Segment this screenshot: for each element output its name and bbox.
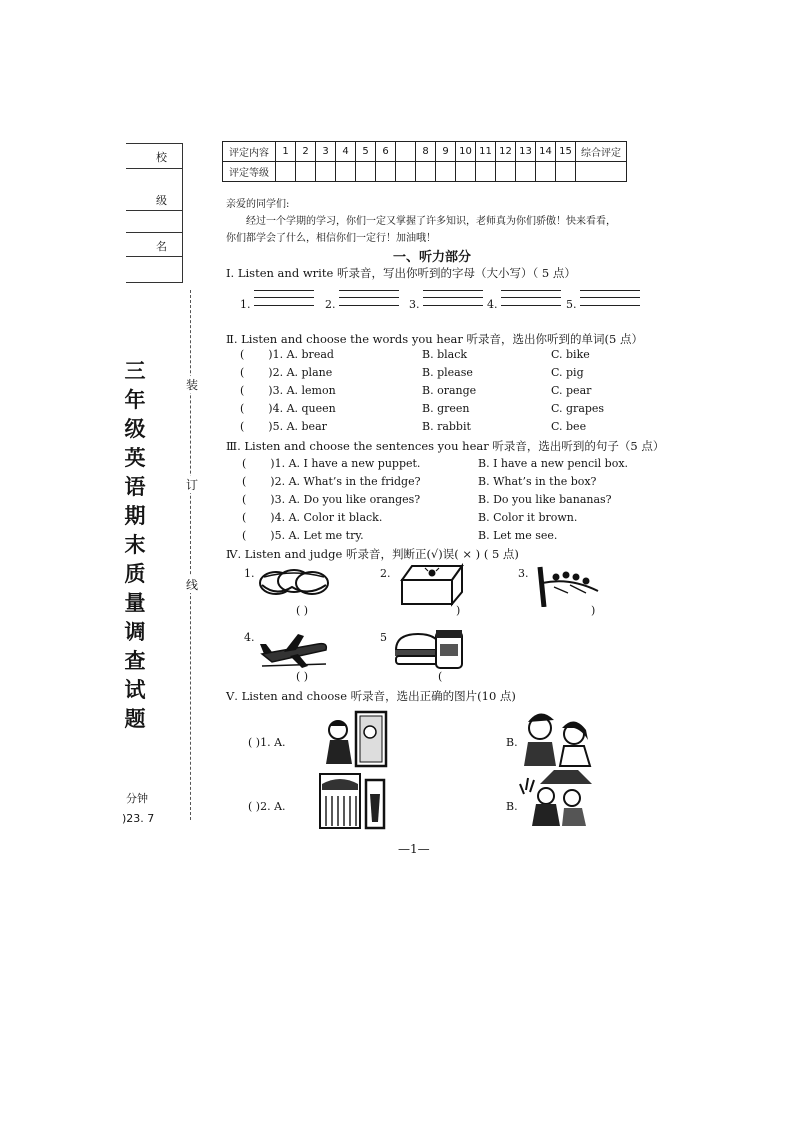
section-4-title: Ⅳ. Listen and judge 听录音，判断正(√)误( × ) ( 5 点): [226, 547, 519, 561]
option-b: B. Do you like bananas?: [478, 493, 612, 506]
option-c: C. grapes: [551, 402, 605, 415]
two-people-with-mirror-picture: [318, 708, 392, 770]
grade-cell[interactable]: [356, 162, 376, 182]
margin-border: [182, 143, 183, 283]
option-c: C. pig: [551, 366, 584, 379]
part-title: 一、听力部分: [393, 250, 472, 265]
date-text: )23. 7: [122, 812, 155, 825]
letter-writing-lines[interactable]: [339, 290, 399, 306]
grade-cell[interactable]: [396, 162, 416, 182]
answer-paren[interactable]: (: [242, 493, 247, 506]
judge-paren[interactable]: ): [456, 604, 461, 617]
hamburger-and-jar-picture: [392, 626, 466, 670]
option-b: B. Color it brown.: [478, 511, 578, 524]
binding-char: 装: [186, 378, 199, 392]
list-item: ( )3. A. lemon: [240, 384, 336, 397]
option-b: B. What’s in the box?: [478, 475, 597, 488]
letter-writing-lines[interactable]: [501, 290, 561, 306]
list-item: ( )5. A. bear: [240, 420, 327, 433]
option-c: C. bee: [551, 420, 587, 433]
grade-cell[interactable]: [436, 162, 456, 182]
grade-cell[interactable]: [336, 162, 356, 182]
grade-cell[interactable]: [276, 162, 296, 182]
class-label: 级: [156, 194, 167, 207]
item-number: 2.: [380, 567, 391, 580]
option-b: B. please: [422, 366, 473, 379]
binding-char: 线: [186, 578, 199, 592]
section-2-title: Ⅱ. Listen and choose the words you hear 听录音，选出你听到的单词(5 点）: [226, 332, 644, 346]
school-label: 校: [156, 151, 167, 164]
binding-char: 订: [186, 478, 199, 492]
intro-line-1: 经过一个学期的学习，你们一定又掌握了许多知识，老师真为你们骄傲！快来看看，: [246, 216, 616, 227]
table-row: 评定内容 1 2 3 4 5 6 8 9 10 11 12 13 14 15 综合评定: [223, 142, 627, 162]
evaluation-table: [222, 141, 627, 182]
bread-loaves-picture: [258, 563, 330, 601]
airplane-picture: [258, 630, 330, 670]
grade-cell[interactable]: [316, 162, 336, 182]
margin-line: [126, 210, 182, 211]
item-number: 3.: [518, 567, 529, 580]
question-1-option-b[interactable]: B.: [506, 736, 518, 749]
grade-cell[interactable]: [376, 162, 396, 182]
birds-on-branch-picture: [534, 563, 600, 607]
grade-cell[interactable]: [416, 162, 436, 182]
judge-paren[interactable]: ( ): [296, 670, 309, 683]
answer-paren[interactable]: (: [240, 420, 245, 433]
option-c: C. pear: [551, 384, 592, 397]
section-3-title: Ⅲ. Listen and choose the sentences you hear 听录音，选出听到的句子（5 点）: [226, 439, 665, 453]
answer-paren[interactable]: (: [242, 475, 247, 488]
grade-cell[interactable]: [496, 162, 516, 182]
two-children-picture: [518, 706, 598, 768]
judge-paren[interactable]: ( ): [296, 604, 309, 617]
judge-paren[interactable]: ): [591, 604, 596, 617]
list-item: ( )4. A. Color it black.: [242, 511, 383, 524]
item-number: 4.: [487, 298, 498, 311]
option-b: B. rabbit: [422, 420, 471, 433]
letter-writing-lines[interactable]: [580, 290, 640, 306]
option-c: C. bike: [551, 348, 590, 361]
question-1-label[interactable]: ( )1. A.: [248, 736, 286, 749]
grade-cell[interactable]: [476, 162, 496, 182]
grade-cell[interactable]: [516, 162, 536, 182]
time-text: 分钟: [126, 792, 148, 805]
question-2-option-b[interactable]: B.: [506, 800, 518, 813]
list-item: ( )2. A. What’s in the fridge?: [242, 475, 421, 488]
vertical-exam-title: 三 年 级 英 语 期 末 质 量 调 查 试 题: [124, 358, 146, 731]
people-with-plants-picture: [518, 768, 596, 830]
margin-line: [126, 282, 182, 283]
option-b: B. orange: [422, 384, 477, 397]
section-5-title: Ⅴ. Listen and choose 听录音，选出正确的图片(10 点): [226, 689, 516, 703]
answer-paren[interactable]: (: [242, 457, 247, 470]
item-number: 1.: [244, 567, 255, 580]
grade-cell[interactable]: [576, 162, 627, 182]
binding-line: [190, 290, 191, 820]
name-label: 名: [156, 240, 167, 253]
grade-cell[interactable]: [556, 162, 576, 182]
box-with-bee-picture: [398, 562, 464, 608]
table-header-cell: 评定内容: [223, 142, 276, 162]
list-item: ( )1. A. bread: [240, 348, 334, 361]
table-header-cell: 评定等级: [223, 162, 276, 182]
list-item: ( )4. A. queen: [240, 402, 336, 415]
rainy-scene-picture: [318, 772, 388, 830]
answer-paren[interactable]: (: [242, 529, 247, 542]
margin-line: [126, 168, 182, 169]
list-item: ( )2. A. plane: [240, 366, 333, 379]
margin-line: [126, 256, 182, 257]
margin-line: [126, 143, 182, 144]
table-row: [223, 162, 627, 182]
letter-writing-lines[interactable]: [423, 290, 483, 306]
answer-paren[interactable]: (: [240, 402, 245, 415]
margin-line: [126, 232, 182, 233]
option-b: B. Let me see.: [478, 529, 558, 542]
question-2-label[interactable]: ( )2. A.: [248, 800, 286, 813]
item-number: 1.: [240, 298, 251, 311]
answer-paren[interactable]: (: [242, 511, 247, 524]
grade-cell[interactable]: [536, 162, 556, 182]
list-item: ( )5. A. Let me try.: [242, 529, 364, 542]
page-number: —1—: [398, 842, 430, 856]
answer-paren[interactable]: (: [240, 366, 245, 379]
grade-cell[interactable]: [456, 162, 476, 182]
option-b: B. I have a new pencil box.: [478, 457, 629, 470]
section-1-title: Ⅰ. Listen and write 听录音，写出你听到的字母（大小写）（ 5 点）: [226, 266, 576, 280]
grade-cell[interactable]: [296, 162, 316, 182]
item-number: 4.: [244, 631, 255, 644]
option-b: B. black: [422, 348, 468, 361]
item-number: 5: [380, 631, 387, 644]
answer-paren[interactable]: (: [240, 348, 245, 361]
option-b: B. green: [422, 402, 470, 415]
letter-writing-lines[interactable]: [254, 290, 314, 306]
list-item: ( )3. A. Do you like oranges?: [242, 493, 421, 506]
answer-paren[interactable]: (: [240, 384, 245, 397]
judge-paren[interactable]: (: [438, 670, 443, 683]
item-number: 3.: [409, 298, 420, 311]
intro-line-2: 你们都学会了什么，相信你们一定行！加油哦！: [226, 233, 436, 244]
list-item: ( )1. A. I have a new puppet.: [242, 457, 421, 470]
item-number: 2.: [325, 298, 336, 311]
item-number: 5.: [566, 298, 577, 311]
greeting: 亲爱的同学们:: [226, 199, 290, 210]
